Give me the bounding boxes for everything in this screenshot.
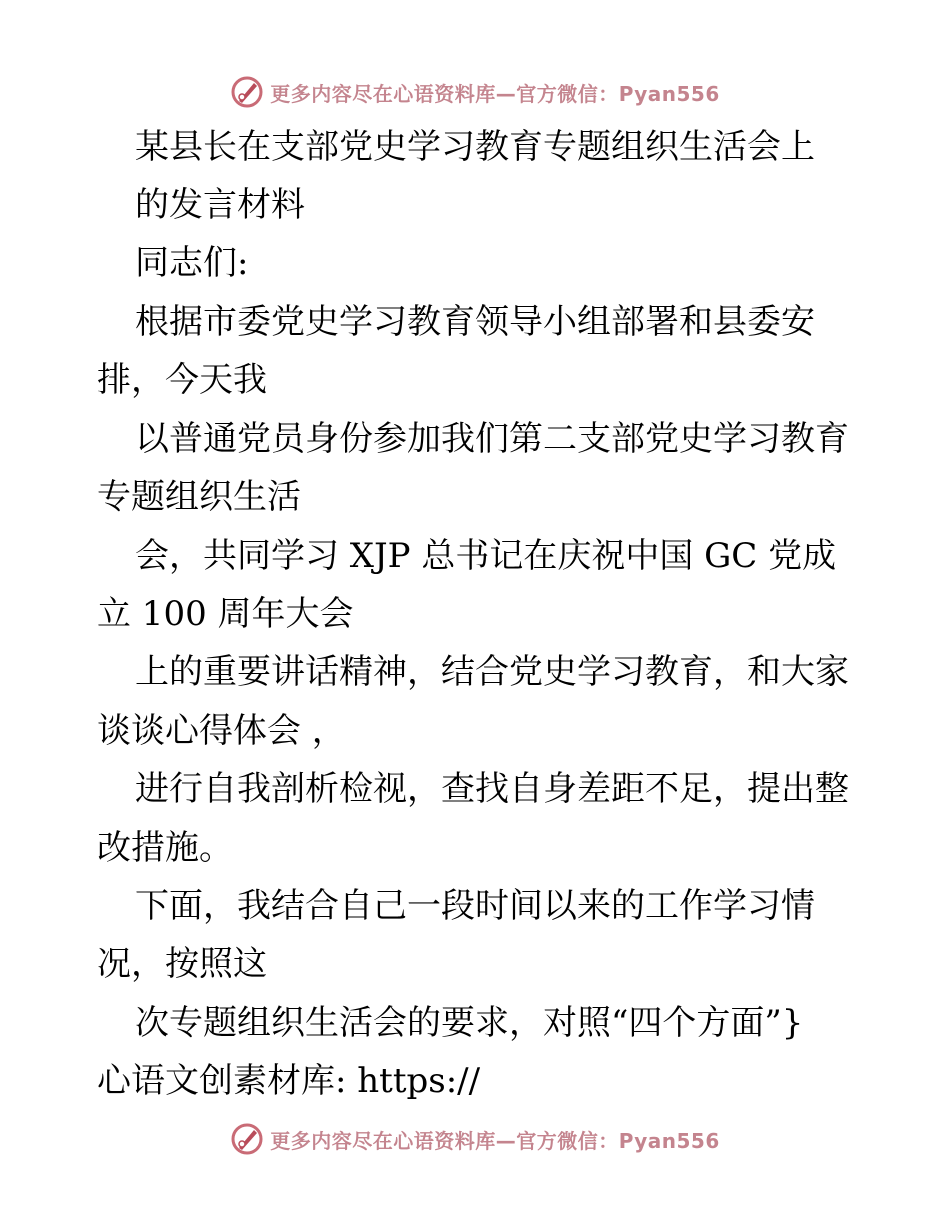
watermark-text: 更多内容尽在心语资料库—官方微信：Pyan556 (270, 81, 720, 106)
paragraph-line: 改措施。 (97, 828, 233, 868)
title-line-2: 的发言材料 (135, 185, 305, 225)
paragraph-line: 心语文创素材库: https:// (97, 1061, 481, 1101)
paragraph-line: 排，今天我 (97, 360, 267, 400)
title-line-1: 某县长在支部党史学习教育专题组织生活会上 (135, 127, 815, 167)
quill-circle-logo-icon (230, 75, 264, 109)
paragraph-line: 况，按照这 (97, 944, 267, 984)
quill-circle-logo-icon (230, 1122, 264, 1156)
header-watermark-banner (0, 70, 950, 114)
paragraph-line: 次专题组织生活会的要求，对照“四个方面”} (135, 1003, 804, 1043)
paragraph-line: 进行自我剖析检视，查找自身差距不足，提出整 (135, 769, 849, 809)
paragraph-line: 上的重要讲话精神，结合党史学习教育，和大家 (135, 652, 849, 692)
paragraph-line: 下面，我结合自己一段时间以来的工作学习情 (135, 886, 815, 926)
paragraph-line: 根据市委党史学习教育领导小组部署和县委安 (135, 302, 815, 342)
watermark-text: 更多内容尽在心语资料库—官方微信：Pyan556 (270, 1128, 720, 1153)
salutation: 同志们: (135, 243, 249, 283)
paragraph-line: 专题组织生活 (97, 477, 301, 517)
paragraph-line: 谈谈心得体会 ， (97, 711, 346, 751)
paragraph-line: 以普通党员身份参加我们第二支部党史学习教育 (135, 419, 849, 459)
paragraph-line: 立 100 周年大会 (97, 594, 354, 634)
footer-watermark-banner (0, 1117, 950, 1161)
paragraph-line: 会，共同学习 XJP 总书记在庆祝中国 GC 党成 (135, 536, 837, 576)
